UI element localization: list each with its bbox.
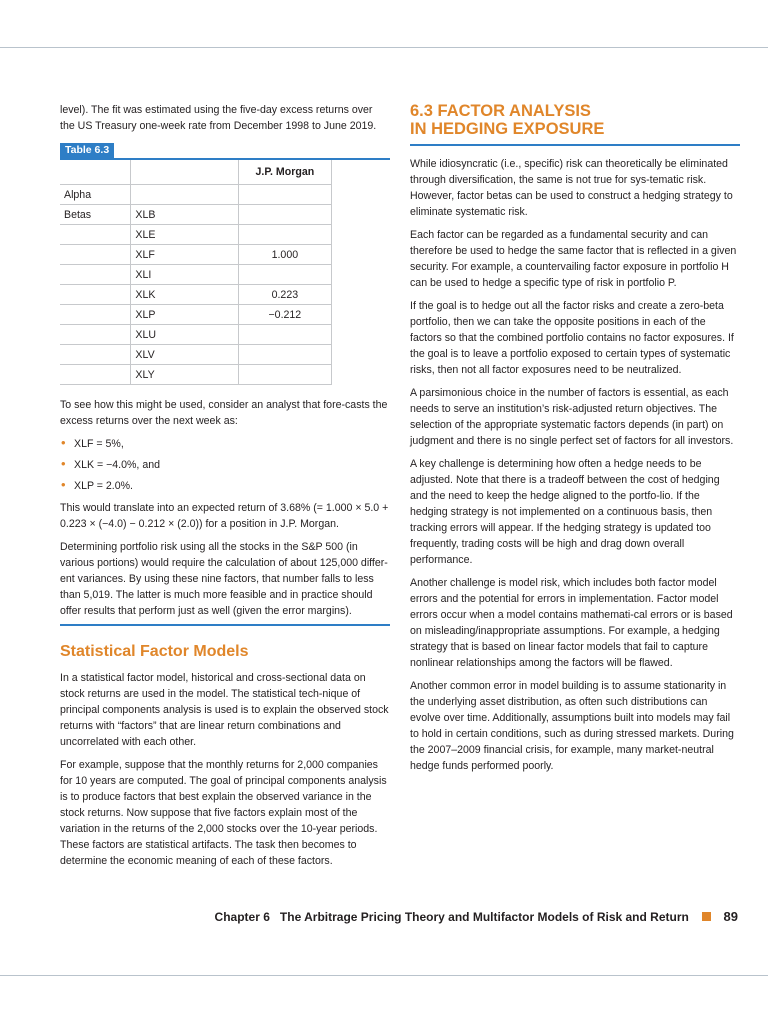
footer-title: The Arbitrage Pricing Theory and Multifactor Models of Risk and Return bbox=[279, 910, 689, 924]
list-item: • XLP = 2.0%. bbox=[60, 478, 390, 494]
factor-cell: XLB bbox=[131, 205, 238, 225]
column-header: J.P. Morgan bbox=[238, 160, 331, 185]
table-row bbox=[60, 305, 332, 325]
table-row bbox=[60, 225, 332, 245]
table-row bbox=[60, 205, 332, 225]
bottom-rule bbox=[0, 975, 768, 976]
forecast-paragraph: To see how this might be used, consider an analyst that fore-casts the excess returns over the next week as: bbox=[60, 399, 388, 427]
table-row-alpha bbox=[60, 185, 332, 205]
table-row bbox=[60, 325, 332, 345]
body-paragraph: Each factor can be regarded as a fundamental security and can therefore be used to hedge the same factor that is reflected in a given security. For example, a countervailing factor exposure in portfolio H can be used to hedge a specific type of risk in portfolio P. bbox=[410, 229, 737, 289]
value-cell: 0.223 bbox=[238, 285, 331, 305]
list-item: • XLK = −4.0%, and bbox=[60, 457, 390, 473]
factor-cell: XLY bbox=[131, 365, 238, 385]
footer-square-icon bbox=[702, 912, 711, 921]
body-paragraph: A parsimonious choice in the number of factors is essential, as each needs to serve an institution’s risk-adjusted return objectives. The selection of the appropriate systematic factors depends (in part) on judgment and there is no single perfect set of factors for all investors. bbox=[410, 387, 734, 447]
top-rule bbox=[0, 47, 768, 48]
example-paragraph: For example, suppose that the monthly returns for 2,000 companies for 10 years are computed. The goal of principal components analysis is to produce factors that best explain the observed variance in the stock returns. Now suppose that five factors explain most of the variation in the returns of the 2,000 stocks over the 10-year periods. These factors are statistical artifacts. The task then becomes to determine the economic meaning of each of these factors. bbox=[60, 759, 387, 867]
factor-cell: XLE bbox=[131, 225, 238, 245]
body-paragraph: While idiosyncratic (i.e., specific) risk can theoretically be eliminated through diversification, the same is not true for sys-tematic risk. However, factor betas can be used to construct a hedging strategy to eliminate systematic risk. bbox=[410, 158, 733, 218]
factor-cell: XLP bbox=[131, 305, 238, 325]
forecast-list bbox=[60, 436, 390, 494]
intro-paragraph: level). The fit was estimated using the five-day excess returns over the US Treasury one-week rate from December 1998 to June 2019. bbox=[60, 104, 377, 132]
left-column bbox=[60, 102, 390, 876]
section-heading-rule bbox=[410, 144, 740, 146]
expected-return-paragraph: This would translate into an expected return of 3.68% (= 1.000 × 5.0 + 0.223 × (−4.0) − 0.212 × (2.0)) for a position in J.P. Morgan. bbox=[60, 502, 389, 530]
table-row bbox=[60, 285, 332, 305]
value-cell bbox=[238, 225, 331, 245]
table-header-row bbox=[60, 160, 332, 185]
body-paragraph: Another common error in model building is to assume stationarity in the underlying asset distribution, as often such distributions can evolve over time. Additionally, assumptions built into models may fail to hold in certain conditions, such as during stressed markets. During the 2007–2009 financial crisis, for example, many market-neutral hedge funds performed poorly. bbox=[410, 680, 734, 772]
factor-cell: XLK bbox=[131, 285, 238, 305]
value-cell bbox=[238, 345, 331, 365]
table-label: Table 6.3 bbox=[60, 143, 114, 158]
alpha-label: Alpha bbox=[60, 185, 131, 205]
statistical-factor-models-heading: Statistical Factor Models bbox=[60, 643, 249, 660]
value-cell bbox=[238, 325, 331, 345]
section-heading-line1: 6.3 FACTOR ANALYSIS bbox=[410, 102, 591, 120]
value-cell bbox=[238, 265, 331, 285]
right-column bbox=[410, 102, 740, 781]
body-paragraph: A key challenge is determining how often a hedge needs to be adjusted. Note that there is a tradeoff between the cost of hedging and the need to keep the hedge aligned to the portfo-lio. If the hedging strategy is not implemented on a continuous basis, then tracking errors will appear. If the hedging strategy is updated too frequently, trading costs will be high and drag down overall performance. bbox=[410, 458, 720, 566]
factor-cell: XLU bbox=[131, 325, 238, 345]
value-cell: 1.000 bbox=[238, 245, 331, 265]
factor-table-wrapper bbox=[60, 158, 390, 385]
value-cell: −0.212 bbox=[238, 305, 331, 325]
section-heading bbox=[410, 102, 740, 138]
factor-cell: XLF bbox=[131, 245, 238, 265]
section-heading-line2: IN HEDGING EXPOSURE bbox=[410, 120, 605, 138]
list-item: • XLF = 5%, bbox=[60, 436, 390, 452]
betas-label: Betas bbox=[60, 205, 131, 225]
table-row bbox=[60, 365, 332, 385]
body-paragraph: Another challenge is model risk, which includes both factor model errors and the potential for errors in implementation. Factor model errors occur when a model contains mathemati-cal errors or is based on misleading/inappropriate assumptions. For example, a hedging strategy that is based on linear factor models that fail to capture nonlinear relationships among the factors will be flawed. bbox=[410, 577, 733, 669]
footer-chapter: Chapter 6 bbox=[214, 910, 270, 924]
portfolio-risk-paragraph: Determining portfolio risk using all the stocks in the S&P 500 (in various portions) would require the calculation of about 125,000 differ-ent variances. By using these nine factors, that number falls to less than 5,019. The latter is much more feasible and in practice should offer results that perform just as well (given the error margins). bbox=[60, 541, 388, 617]
value-cell bbox=[238, 205, 331, 225]
table-row bbox=[60, 265, 332, 285]
factor-beta-table bbox=[60, 160, 332, 385]
value-cell bbox=[238, 365, 331, 385]
box-end-rule bbox=[60, 624, 390, 626]
statistical-model-paragraph: In a statistical factor model, historical and cross-sectional data on stock returns are used in the model. The statistical tech-nique of principal components analysis is used is to explain the observed stock returns with “factors” that are linear return combinations and uncorrelated with each other. bbox=[60, 672, 389, 748]
factor-cell: XLI bbox=[131, 265, 238, 285]
table-row bbox=[60, 345, 332, 365]
page-footer bbox=[215, 909, 738, 924]
table-row bbox=[60, 245, 332, 265]
body-paragraph: If the goal is to hedge out all the factor risks and create a zero-beta portfolio, then we can take the opposite positions in each of the factors so that the combined portfolio contains no factor exposures. If the goal is to leave a portfolio exposed to certain types of systematic risks, then not all factor exposures need to be neutralized. bbox=[410, 300, 734, 376]
page-number: 89 bbox=[723, 909, 738, 924]
factor-cell: XLV bbox=[131, 345, 238, 365]
